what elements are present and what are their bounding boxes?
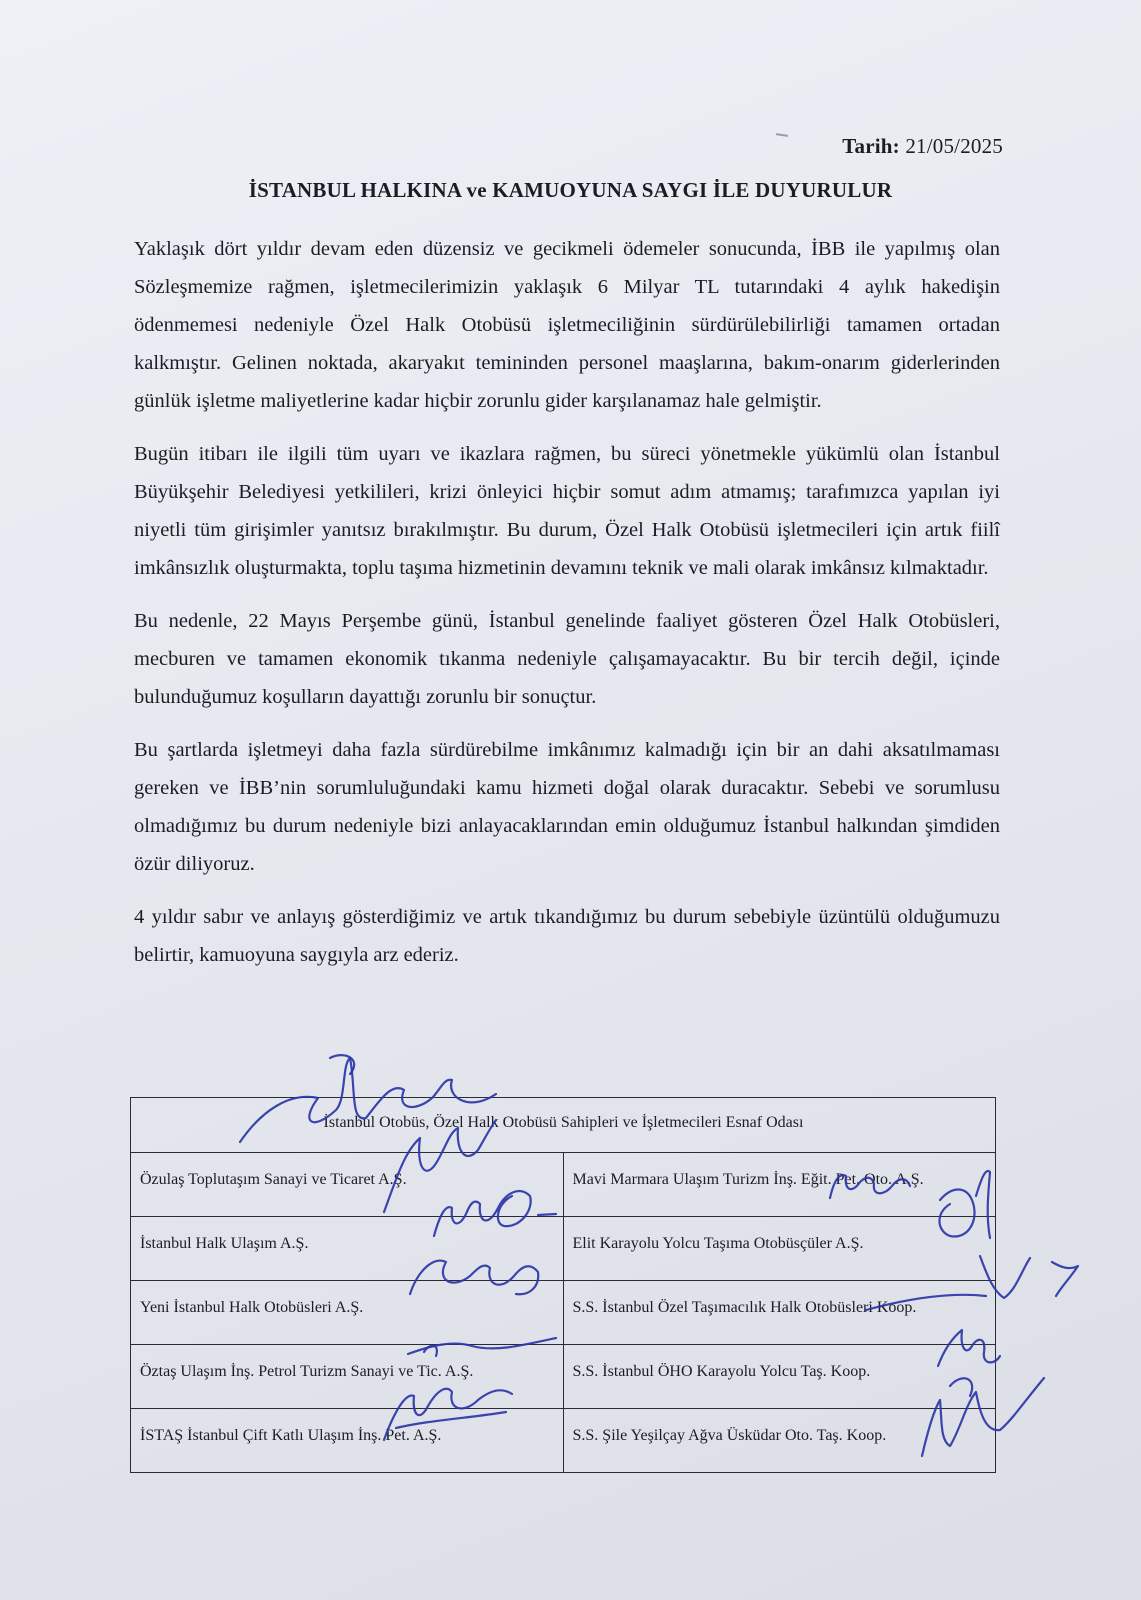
signature-chamber-loop (330, 1055, 354, 1074)
date-value: 21/05/2025 (905, 134, 1003, 158)
table-header-row (131, 1098, 996, 1153)
company-cell: İstanbul Halk Ulaşım A.Ş. (131, 1217, 564, 1281)
table-row (131, 1409, 996, 1473)
announcement-body (134, 230, 1000, 989)
paragraph-2: Bugün itibarı ile ilgili tüm uyarı ve ikazlara rağmen, bu süreci yönetmekle yükümlü olan İstanbul Büyükşehir Belediyesi yetkilileri, krizi önleyici hiçbir somut adım atmamış; tarafımızca yapılan iyi niyetli tüm girişimler yanıtsız bırakılmıştır. Bu durum, Özel Halk Otobüsü işletmecileri için artık fiilî imkânsızlık oluşturmakta, toplu taşıma hizmetinin devamını teknik ve mali olarak imkânsız kılmaktadır. (134, 443, 1000, 579)
chamber-name: İstanbul Otobüs, Özel Halk Otobüsü Sahipleri ve İşletmecileri Esnaf Odası (131, 1098, 996, 1153)
table-row (131, 1345, 996, 1409)
company-cell: Özulaş Toplutaşım Sanayi ve Ticaret A.Ş. (131, 1153, 564, 1217)
company-cell: İSTAŞ İstanbul Çift Katlı Ulaşım İnş. Pet. A.Ş. (131, 1409, 564, 1473)
table-row (131, 1217, 996, 1281)
company-cell: S.S. İstanbul ÖHO Karayolu Yolcu Taş. Koop. (563, 1345, 996, 1409)
document-title: İSTANBUL HALKINA ve KAMUOYUNA SAYGI İLE DUYURULUR (248, 178, 893, 202)
signatories-table (130, 1097, 996, 1473)
table-row (131, 1281, 996, 1345)
paragraph-5: 4 yıldır sabır ve anlayış gösterdiğimiz ve artık tıkandığımız bu durum sebebiyle üzüntülü olduğumuzu belirtir, kamuoyuna saygıyla arz ederiz. (134, 906, 1000, 966)
paragraph-1: Yaklaşık dört yıldır devam eden düzensiz ve gecikmeli ödemeler sonucunda, İBB ile yapılmış olan Sözleşmemize rağmen, işletmecilerimizin yaklaşık 6 Milyar TL tutarındaki 4 aylık hakedişin ödenmemesi nedeniyle Özel Halk Otobüsü işletmeciliğinin sürdürülebilirliği tamamen ortadan kalkmıştır. Gelinen noktada, akaryakıt temininden personel maaşlarına, bakım-onarım giderlerinden günlük işletme maliyetlerine kadar hiçbir zorunlu gider karşılanamaz hale gelmiştir. (134, 238, 1000, 412)
paragraph-3: Bu nedenle, 22 Mayıs Perşembe günü, İstanbul genelinde faaliyet gösteren Özel Halk Otobüsleri, mecburen ve tamamen ekonomik tıkanma nedeniyle çalışamayacaktır. Bu bir tercih değil, içinde bulunduğumuz koşulların dayattığı zorunlu bir sonuçtur. (134, 610, 1000, 708)
company-cell: Yeni İstanbul Halk Otobüsleri A.Ş. (131, 1281, 564, 1345)
company-cell: S.S. İstanbul Özel Taşımacılık Halk Otobüsleri Koop. (563, 1281, 996, 1345)
stray-mark (776, 133, 788, 137)
date-label: Tarih: (842, 134, 900, 158)
company-cell: Mavi Marmara Ulaşım Turizm İnş. Eğit. Pet. Oto. A.Ş. (563, 1153, 996, 1217)
company-cell: Elit Karayolu Yolcu Taşıma Otobüsçüler A.Ş. (563, 1217, 996, 1281)
company-cell: S.S. Şile Yeşilçay Ağva Üsküdar Oto. Taş. Koop. (563, 1409, 996, 1473)
company-cell: Öztaş Ulaşım İnş. Petrol Turizm Sanayi ve Tic. A.Ş. (131, 1345, 564, 1409)
table-row (131, 1153, 996, 1217)
date-line (842, 134, 1003, 159)
paragraph-4: Bu şartlarda işletmeyi daha fazla sürdürebilme imkânımız kalmadığı için bir an dahi aksatılmaması gereken ve İBB’nin sorumluluğundaki kamu hizmeti doğal olarak duracaktır. Sebebi ve sorumlusu olmadığımız bu durum nedeniyle bizi anlayacaklarından emin olduğumuz İstanbul halkından şimdiden özür diliyoruz. (134, 739, 1000, 875)
